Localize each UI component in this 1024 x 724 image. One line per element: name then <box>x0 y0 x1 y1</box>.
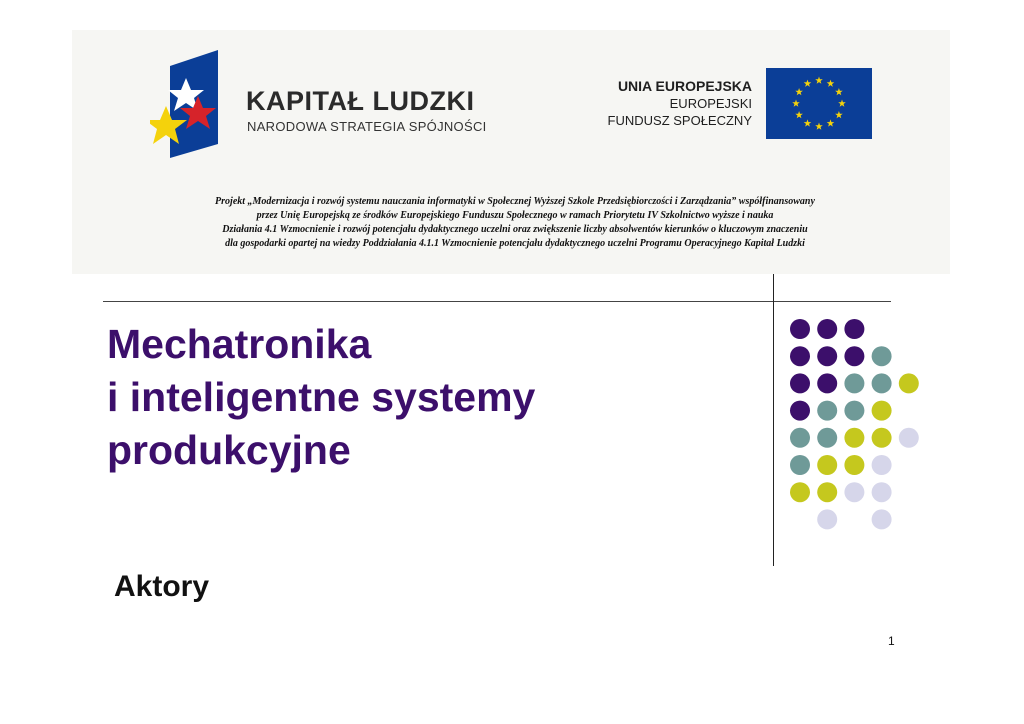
decorative-dot <box>817 482 837 502</box>
decorative-dot <box>899 373 919 393</box>
decorative-dot <box>817 401 837 421</box>
decorative-dot <box>790 401 810 421</box>
decorative-dot <box>817 373 837 393</box>
decorative-dot <box>790 428 810 448</box>
decorative-dot <box>817 346 837 366</box>
decorative-dot <box>844 455 864 475</box>
logo-subtitle: NARODOWA STRATEGIA SPÓJNOŚCI <box>247 119 487 134</box>
decorative-dot <box>817 509 837 529</box>
eu-line-1: UNIA EUROPEJSKA <box>617 78 752 94</box>
slide-title <box>107 318 535 477</box>
decorative-dot <box>872 346 892 366</box>
decorative-dot <box>817 319 837 339</box>
decorative-dot <box>872 482 892 502</box>
title-line: i inteligentne systemy <box>107 374 536 420</box>
decorative-dot <box>899 428 919 448</box>
kapital-ludzki-logo-icon <box>150 48 224 158</box>
decorative-dot <box>817 428 837 448</box>
decorative-dot <box>872 428 892 448</box>
decorative-dot <box>844 346 864 366</box>
page-number: 1 <box>888 634 895 648</box>
decorative-dot <box>817 455 837 475</box>
logo-title: KAPITAŁ LUDZKI <box>246 86 475 116</box>
decorative-dot <box>790 482 810 502</box>
decorative-dot <box>872 373 892 393</box>
decorative-dot <box>790 373 810 393</box>
project-line: Projekt „Modernizacja i rozwój systemu nauczania informatyki w Społecznej Wyższej Szkole Przedsiębiorczości i Zarządzania” współfinansowany <box>215 196 815 207</box>
decorative-dot <box>790 346 810 366</box>
title-line: produkcyjne <box>107 427 351 473</box>
eu-line-2: EUROPEJSKI <box>669 96 752 111</box>
eu-line-3: FUNDUSZ SPOŁECZNY <box>607 113 752 128</box>
decorative-dot-grid <box>789 318 929 538</box>
decorative-dot <box>790 455 810 475</box>
eu-flag-icon <box>766 68 872 139</box>
decorative-dot <box>844 401 864 421</box>
decorative-dot <box>872 509 892 529</box>
decorative-dot <box>872 455 892 475</box>
project-line: dla gospodarki opartej na wiedzy Poddziałania 4.1.1 Wzmocnienie potencjału dydaktycznego uczelni Programu Operacyjnego Kapitał Ludzki <box>225 238 805 249</box>
decorative-dot <box>872 401 892 421</box>
project-line: Działania 4.1 Wzmocnienie i rozwój potencjału dydaktycznego uczelni oraz zwiększenie liczby absolwentów kierunków o kluczowym znaczeniu <box>222 224 808 235</box>
decorative-dot <box>844 482 864 502</box>
slide-subtitle: Aktory <box>114 570 210 603</box>
project-description <box>120 195 910 251</box>
title-line: Mechatronika <box>107 321 372 367</box>
decorative-dot <box>844 428 864 448</box>
vertical-divider <box>773 274 774 566</box>
eu-fund-label <box>608 78 752 129</box>
decorative-dot <box>790 319 810 339</box>
project-line: przez Unię Europejską ze środków Europejskiego Funduszu Społecznego w ramach Priorytetu IV Szkolnictwo wyższe i nauka <box>256 210 774 221</box>
decorative-dot <box>844 319 864 339</box>
decorative-dot <box>844 373 864 393</box>
